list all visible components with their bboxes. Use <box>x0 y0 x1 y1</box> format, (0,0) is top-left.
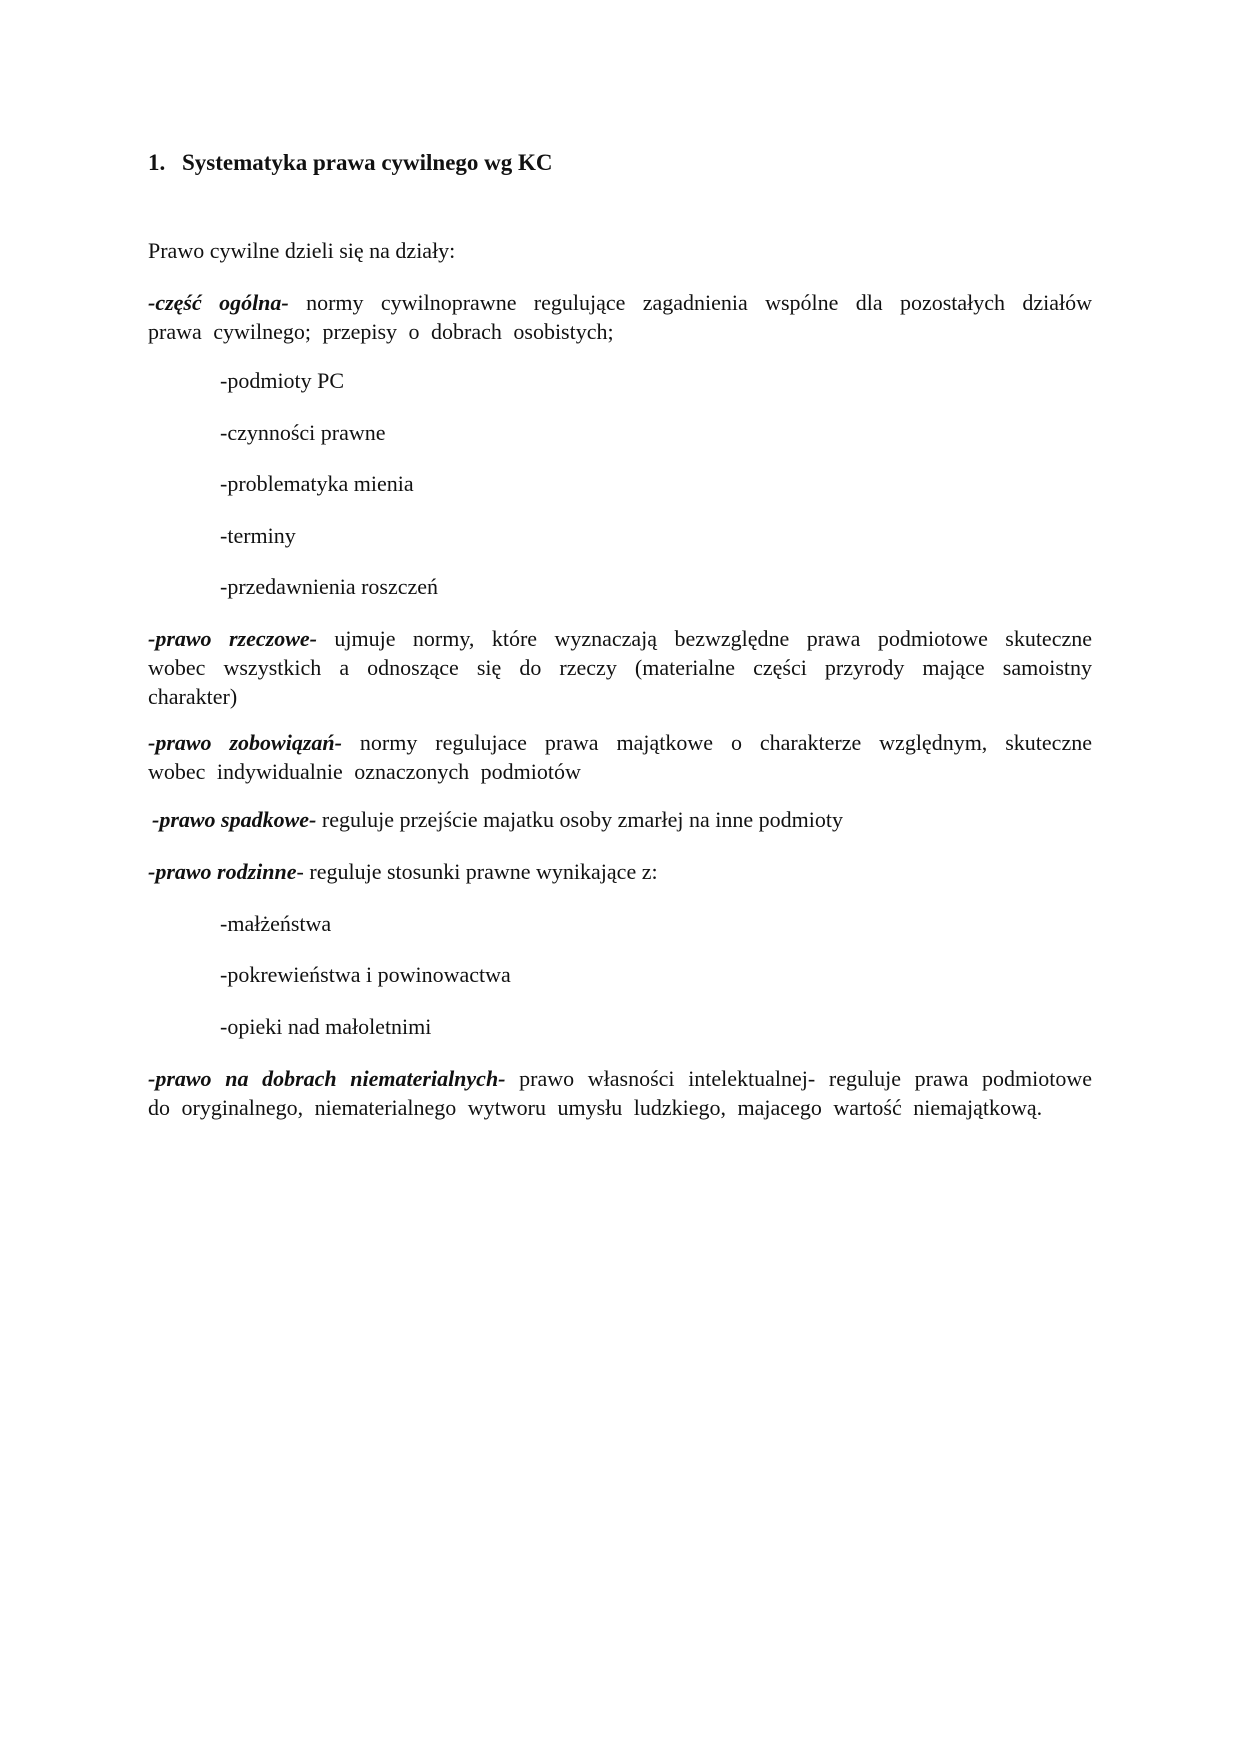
term-czesc-ogolna: -część ogólna- <box>148 290 289 315</box>
paragraph-prawo-spadkowe <box>152 805 1096 834</box>
paragraph-prawo-niematerialne <box>148 1064 1092 1122</box>
intro-paragraph: Prawo cywilne dzieli się na działy: <box>148 238 456 263</box>
paragraph-prawo-rodzinne <box>148 857 1092 886</box>
term-prawo-zobowiazan: -prawo zobowiązań- <box>148 730 342 755</box>
term-prawo-rzeczowe: -prawo rzeczowe- <box>148 626 317 651</box>
term-prawo-spadkowe: -prawo spadkowe- <box>152 807 317 832</box>
text-prawo-spadkowe: reguluje przejście majatku osoby zmarłej na inne podmioty <box>316 807 844 832</box>
list-item: -terminy <box>220 523 296 548</box>
list-item: -problematyka mienia <box>220 471 414 496</box>
list-item: -czynności prawne <box>220 420 386 445</box>
list-item: -opieki nad małoletnimi <box>220 1014 432 1039</box>
list-item: -pokrewieństwa i powinowactwa <box>220 962 511 987</box>
heading-title: Systematyka prawa cywilnego wg KC <box>182 150 553 175</box>
list-item: -podmioty PC <box>220 368 345 393</box>
text-czesc-ogolna: normy cywilnoprawne regulujące zagadnienia wspólne dla pozostałych działów prawa cywilnego; przepisy o dobrach osobistych; <box>148 290 1093 344</box>
list-item: -małżeństwa <box>220 911 332 936</box>
text-prawo-niematerialne: prawo własności intelektualnej- reguluje prawa podmiotowe do oryginalnego, niematerialnego wytworu umysłu ludzkiego, majacego wartość niemajątkową. <box>148 1066 1092 1120</box>
text-prawo-rzeczowe: ujmuje normy, które wyznaczają bezwzględne prawa podmiotowe skuteczne wobec wszystkich a odnoszące się do rzeczy (materialne części przyrody mające samoistny charakter) <box>148 626 1092 709</box>
paragraph-czesc-ogolna <box>148 288 1092 346</box>
term-prawo-rodzinne: -prawo rodzinne <box>148 859 297 884</box>
heading-number: 1. <box>148 150 166 175</box>
text-prawo-rodzinne: - reguluje stosunki prawne wynikające z: <box>296 859 658 884</box>
list-item: -przedawnienia roszczeń <box>220 574 439 599</box>
section-heading <box>148 148 553 177</box>
text-prawo-zobowiazan: normy regulujace prawa majątkowe o charakterze względnym, skuteczne wobec indywidualnie oznaczonych podmiotów <box>148 730 1092 784</box>
paragraph-prawo-zobowiazan <box>148 728 1092 786</box>
term-prawo-niematerialne: -prawo na dobrach niematerialnych- <box>148 1066 506 1091</box>
paragraph-prawo-rzeczowe <box>148 624 1092 711</box>
